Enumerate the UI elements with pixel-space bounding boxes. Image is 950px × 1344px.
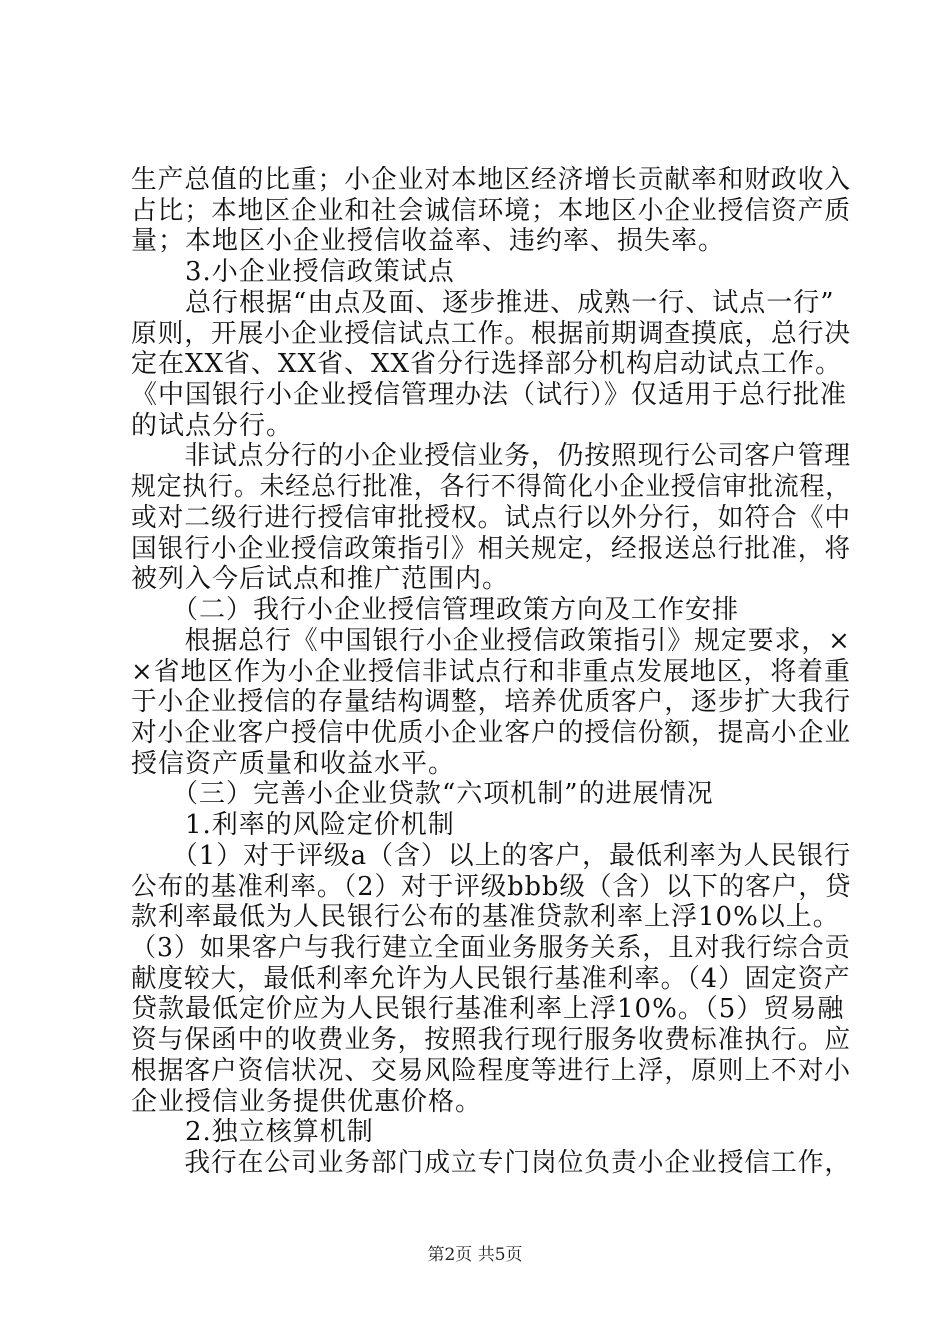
text-line: 量；本地区小企业授信收益率、违约率、损失率。 — [131, 226, 726, 256]
text-line: 的试点分行。 — [131, 411, 294, 441]
section-heading: 2.独立核算机制 — [131, 1117, 374, 1147]
text-line: 款利率最低为人民银行公布的基准贷款利率上浮10%以上。 — [131, 902, 840, 932]
text-line: 公布的基准利率。（2）对于评级bbb级（含）以下的客户，贷 — [131, 872, 852, 902]
text-line: 授信资产质量和收益水平。 — [131, 749, 456, 779]
text-line: 占比；本地区企业和社会诚信环境；本地区小企业授信资产质 — [131, 196, 852, 226]
text-line: 非试点分行的小企业授信业务，仍按照现行公司客户管理 — [131, 441, 852, 471]
text-line: 生产总值的比重；小企业对本地区经济增长贡献率和财政收入 — [131, 165, 852, 195]
text-line: 根据总行《中国银行小企业授信政策指引》规定要求，× — [131, 626, 851, 656]
text-line: 原则，开展小企业授信试点工作。根据前期调查摸底，总行决 — [131, 319, 852, 349]
section-heading: （三）完善小企业贷款“六项机制”的进展情况 — [131, 779, 714, 809]
text-line: ×省地区作为小企业授信非试点行和非重点发展地区，将着重 — [131, 657, 851, 687]
text-line: 根据客户资信状况、交易风险程度等进行上浮，原则上不对小 — [131, 1056, 852, 1086]
text-line: 对小企业客户授信中优质小企业客户的授信份额，提高小企业 — [131, 718, 852, 748]
text-line: （1）对于评级a（含）以上的客户，最低利率为人民银行 — [131, 841, 852, 871]
text-line: 贷款最低定价应为人民银行基准利率上浮10%。（5）贸易融 — [131, 994, 845, 1024]
text-line: 献度较大，最低利率允许为人民银行基准利率。（4）固定资产 — [131, 964, 851, 994]
text-line: 我行在公司业务部门成立专门岗位负责小企业授信工作， — [131, 1148, 852, 1178]
text-line: 国银行小企业授信政策指引》相关规定，经报送总行批准，将 — [131, 534, 852, 564]
text-line: 规定执行。未经总行批准，各行不得简化小企业授信审批流程， — [131, 472, 852, 502]
text-line: 《中国银行小企业授信管理办法（试行）》仅适用于总行批准 — [131, 380, 848, 410]
text-line: 或对二级行进行授信审批授权。试点行以外分行，如符合《中 — [131, 503, 852, 533]
text-line: 总行根据“由点及面、逐步推进、成熟一行、试点一行” — [131, 288, 835, 318]
section-heading: 3.小企业授信政策试点 — [131, 257, 455, 287]
text-line: 企业授信业务提供优惠价格。 — [131, 1087, 483, 1117]
text-line: 于小企业授信的存量结构调整，培养优质客户，逐步扩大我行 — [131, 687, 852, 717]
text-line: 定在XX省、XX省、XX省分行选择部分机构启动试点工作。 — [131, 349, 843, 379]
page-footer: 第2页 共5页 — [427, 1245, 523, 1265]
text-line: 资与保函中的收费业务，按照我行现行服务收费标准执行。应 — [131, 1025, 852, 1055]
section-heading: （二）我行小企业授信管理政策方向及工作安排 — [131, 595, 740, 625]
section-heading: 1.利率的风险定价机制 — [131, 810, 455, 840]
text-line: 被列入今后试点和推广范围内。 — [131, 564, 510, 594]
text-line: （3）如果客户与我行建立全面业务服务关系，且对我行综合贡 — [131, 933, 851, 963]
